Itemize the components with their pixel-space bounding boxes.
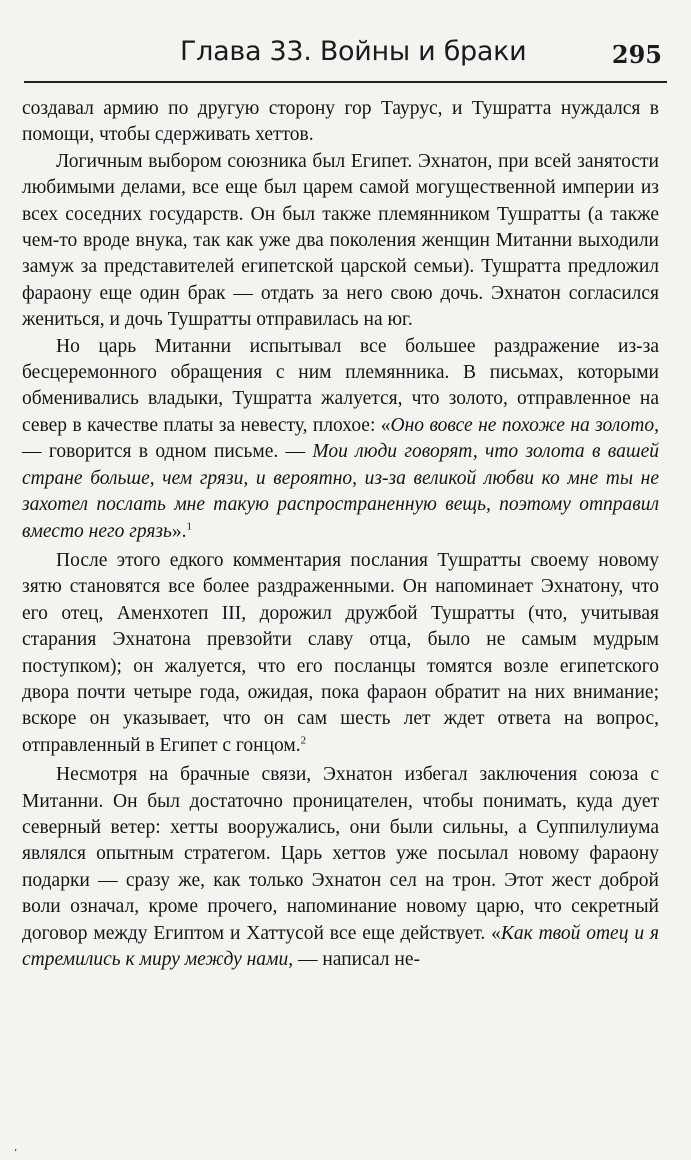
chapter-title: Глава 33. Войны и браки	[180, 36, 527, 67]
paragraph	[22, 334, 659, 545]
text-run: ».	[171, 520, 187, 542]
text-run: , — написал не-	[288, 949, 420, 970]
body-text	[22, 96, 659, 973]
page-header	[22, 30, 668, 80]
corner-mark: ’	[14, 1148, 18, 1159]
text-run: создавал армию по другую сторону гор Таурус, и Тушратта нуждался в помощи, чтобы сдерживать хеттов.	[22, 98, 659, 146]
header-rule	[24, 81, 667, 83]
quote-italic: Мои люди говорят, что золота в вашей стране больше, чем грязи, и вероятно, из-за великой любви ко мне ты не захотел послать мне такую распространенную вещь, поэтому отправил вместо него грязь	[22, 441, 659, 542]
footnote-ref: 2	[300, 734, 307, 747]
text-run: , — говорится в одном письме. —	[22, 414, 659, 463]
page-number: 295	[611, 40, 662, 69]
paragraph	[22, 762, 659, 973]
text-run: Несмотря на брачные связи, Эхнатон избегал заключения союза с Митанни. Он был достаточно проницателен, чтобы понимать, куда дует северный ветер: хетты вооружались, они были сильны, а Суппилулиума являлся опытным стратегом. Царь хеттов уже посылал новому фараону подарки — сразу же, как только Эхнатон сел на трон. Этот жест доброй воли означал, кроме прочего, напоминание новому царю, что секретный договор между Египтом и Хаттусой все еще действует. «	[22, 764, 659, 944]
paragraph	[22, 149, 659, 334]
text-run: После этого едкого комментария послания Тушратты своему новому зятю становятся все более раздраженными. Он напоминает Эхнатону, что его отец, Аменхотеп III, дорожил дружбой Тушратты (что, учитывая старания Эхнатона превзойти славу отца, было не самым мудрым поступком); он жалуется, что его посланцы томятся возле египетского двора почти четыре года, ожидая, пока фараон обратит на них внимание; вскоре он указывает, что он сам шесть лет ждет ответа на вопрос, отправленный в Египет с гонцом.	[22, 549, 659, 756]
text-run: Логичным выбором союзника был Египет. Эхнатон, при всей занятости любимыми делами, все еще был царем самой могущественной империи из всех соседних государств. Он был также племянником Тушратты (а также чем-то вроде внука, так как уже два поколения женщин Митанни выходили замуж за представителей египетской царской семьи). Тушратта предложил фараону еще один брак — отдать за него свою дочь. Эхнатон согласился жениться, и дочь Тушратты отправилась на юг.	[22, 150, 659, 331]
paragraph	[22, 548, 659, 759]
footnote-ref: 1	[186, 520, 193, 532]
quote-italic: Оно вовсе не похоже на золото	[390, 414, 655, 436]
quote-italic: Как твой отец и я стремились к миру между нами	[22, 922, 660, 970]
paragraph	[22, 96, 659, 149]
text-run: Но царь Митанни испытывал все большее раздражение из-за бесцеремонного обращения с ним племянника. В письмах, которыми обменивались владыки, Тушратта жалуется, что золото, отправленное на север в качестве платы за невесту, плохое: «	[22, 335, 659, 436]
